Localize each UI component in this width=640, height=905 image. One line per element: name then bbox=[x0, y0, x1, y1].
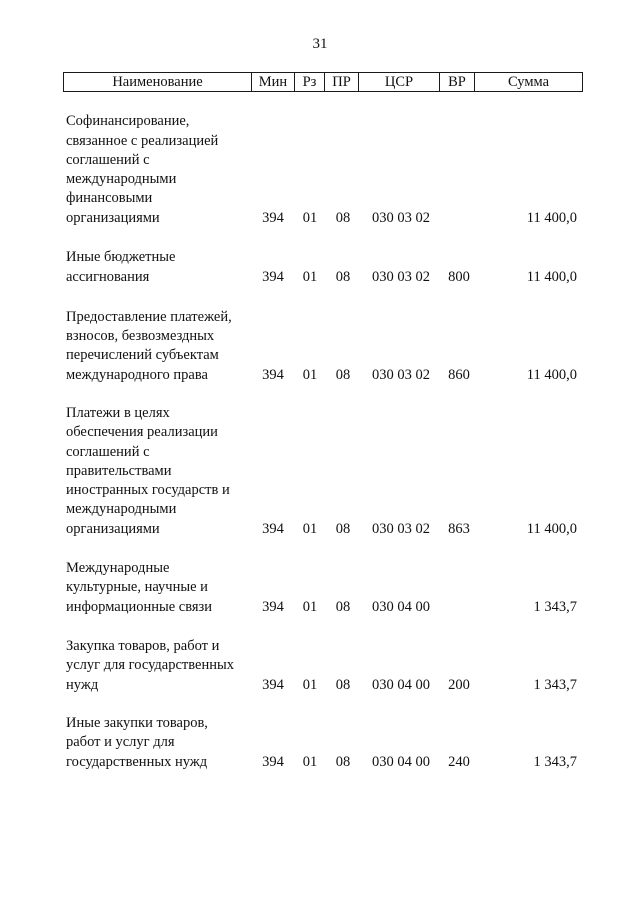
header-sum: Сумма bbox=[507, 74, 550, 90]
header-min: Мин bbox=[252, 73, 295, 91]
row-csr: 030 04 00 bbox=[372, 598, 430, 615]
row-csr: 030 03 02 bbox=[372, 268, 430, 285]
row-sum: 1 343,7 bbox=[533, 753, 577, 770]
row-csr: 030 03 02 bbox=[372, 209, 430, 226]
row-min: 394 bbox=[262, 520, 284, 537]
row-name: Закупка товаров, работ и услуг для государственных нужд bbox=[66, 638, 234, 693]
row-vr: 800 bbox=[448, 268, 470, 285]
row-pr: 08 bbox=[335, 268, 351, 285]
row-sum: 1 343,7 bbox=[533, 598, 577, 615]
row-sum: 11 400,0 bbox=[526, 209, 577, 226]
header-csr: ЦСР bbox=[359, 73, 440, 91]
row-vr: 240 bbox=[448, 753, 470, 770]
header-pr: ПР bbox=[325, 73, 359, 91]
row-sum: 11 400,0 bbox=[526, 366, 577, 383]
row-name: Иные бюджетные ассигнования bbox=[66, 249, 176, 285]
row-rz: 01 bbox=[302, 520, 318, 537]
row-pr: 08 bbox=[335, 676, 351, 693]
table-header bbox=[63, 72, 583, 92]
row-csr: 030 04 00 bbox=[372, 753, 430, 770]
row-name: Софинансирование, связанное с реализацией соглашений с международными финансовыми организациями bbox=[66, 113, 219, 226]
row-vr: 200 bbox=[448, 676, 470, 693]
header-name: Наименование bbox=[64, 73, 252, 91]
row-sum: 11 400,0 bbox=[526, 520, 577, 537]
row-rz: 01 bbox=[302, 209, 318, 226]
table-row bbox=[0, 104, 640, 228]
row-pr: 08 bbox=[335, 753, 351, 770]
table-row bbox=[0, 636, 640, 695]
row-min: 394 bbox=[262, 209, 284, 226]
row-sum: 1 343,7 bbox=[533, 676, 577, 693]
row-vr: 863 bbox=[448, 520, 470, 537]
row-pr: 08 bbox=[335, 520, 351, 537]
row-min: 394 bbox=[262, 676, 284, 693]
table-row bbox=[0, 558, 640, 617]
row-name: Предоставление платежей, взносов, безвозмездных перечислений субъектам международного права bbox=[66, 308, 232, 383]
row-rz: 01 bbox=[302, 598, 318, 615]
row-rz: 01 bbox=[302, 366, 318, 383]
row-rz: 01 bbox=[302, 268, 318, 285]
row-min: 394 bbox=[262, 366, 284, 383]
row-rz: 01 bbox=[302, 676, 318, 693]
row-csr: 030 03 02 bbox=[372, 366, 430, 383]
row-name: Платежи в целях обеспечения реализации соглашений с правительствами иностранных государств и международными организациями bbox=[66, 404, 230, 537]
table-row bbox=[0, 248, 640, 287]
row-min: 394 bbox=[262, 598, 284, 615]
table-row bbox=[0, 402, 640, 539]
row-name: Иные закупки товаров, работ и услуг для государственных нужд bbox=[66, 715, 208, 770]
page-number: 31 bbox=[312, 36, 328, 52]
table-row bbox=[0, 306, 640, 385]
row-pr: 08 bbox=[335, 209, 351, 226]
row-name: Международные культурные, научные и информационные связи bbox=[66, 560, 213, 615]
row-min: 394 bbox=[262, 268, 284, 285]
row-pr: 08 bbox=[335, 598, 351, 615]
row-csr: 030 03 02 bbox=[372, 520, 430, 537]
header-rz: Рз bbox=[295, 73, 325, 91]
row-rz: 01 bbox=[302, 753, 318, 770]
row-sum: 11 400,0 bbox=[526, 268, 577, 285]
row-csr: 030 04 00 bbox=[372, 676, 430, 693]
row-min: 394 bbox=[262, 753, 284, 770]
table-row bbox=[0, 713, 640, 772]
header-vr: ВР bbox=[440, 73, 475, 91]
row-vr: 860 bbox=[448, 366, 470, 383]
row-pr: 08 bbox=[335, 366, 351, 383]
